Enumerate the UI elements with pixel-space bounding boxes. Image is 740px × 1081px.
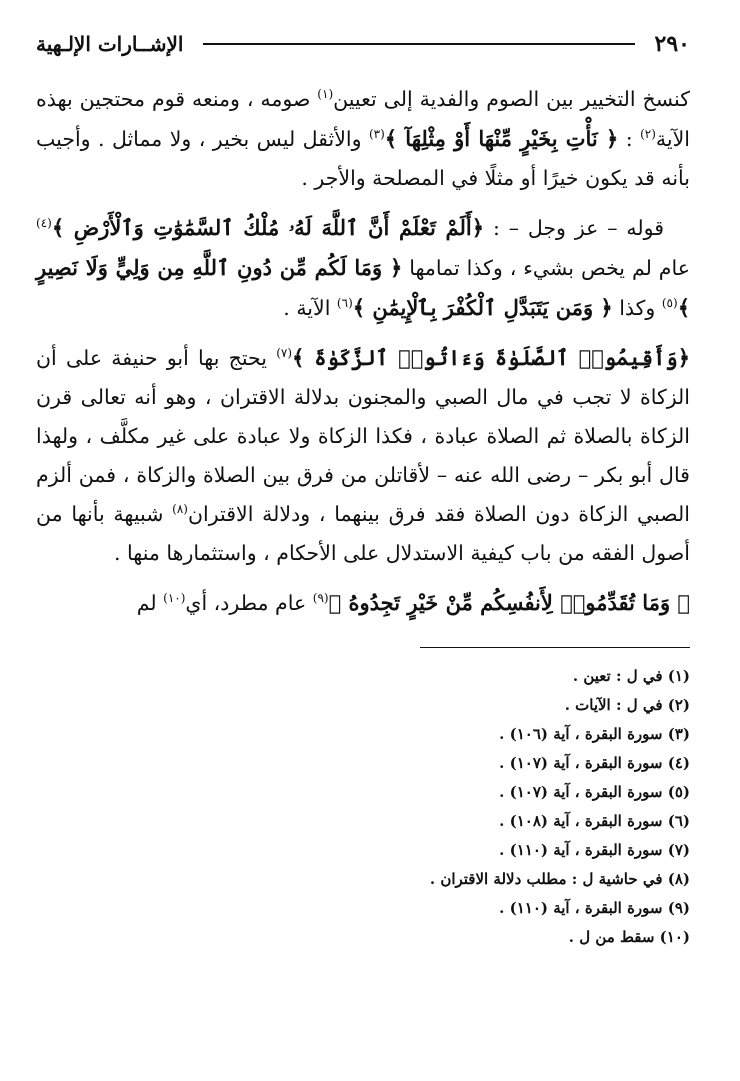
main-text	[36, 80, 690, 623]
header-rule	[203, 43, 634, 45]
text-run: عام لم يخص بشيء ، وكذا تمامها	[402, 256, 690, 280]
quran-verse: ﴿ وَمَا تُقَدِّمُوا۟ لِأَنفُسِكُم مِّنْ خَيْرٍ تَجِدُوهُ ﴾	[328, 590, 690, 615]
page-number: ٢٩٠	[654, 31, 690, 57]
footnote-item: (٢) في ل : الآيات .	[564, 696, 690, 714]
text-run: كنسخ التخيير بين الصوم والفدية إلى تعيين	[333, 87, 690, 111]
footnote-item: (٨) في حاشية ل : مطلب دلالة الاقتران .	[429, 870, 690, 888]
footnote-item: (٩) سورة البقرة ، آية (١١٠) .	[499, 899, 690, 917]
text-run: صومه ، ومنعه قوم محتجين بهذه الآية	[36, 87, 690, 151]
footnote-ref: (٢)	[640, 127, 656, 142]
paragraph-3	[36, 338, 690, 573]
paragraph-2	[36, 208, 690, 328]
footnote-ref: (٩)	[312, 591, 329, 606]
footnote-ref: (١٠)	[163, 591, 186, 606]
footnote-item: (٣) سورة البقرة ، آية (١٠٦) .	[499, 725, 690, 743]
footnote-item: (١٠) سقط من ل .	[568, 928, 690, 946]
text-run: :	[618, 127, 641, 151]
quran-verse: ﴿ وَمَن يَتَبَدَّلِ ٱلْكُفْرَ بِٱلْإِيمَٰنِ ﴾	[352, 295, 613, 320]
text-run: قوله – عز وجل – :	[484, 216, 664, 240]
text-run: لم	[136, 591, 164, 615]
text-run: يحتج بها أبو حنيفة على أن الزكاة لا تجب في مال الصبي والمجنون بدلالة الاقتران ، وهو أنه تعالى قرن الزكاة بالصلاة ثم الصلاة عبادة ، فكذا الزكاة ولا عبادة على غير مكلَّف ، ولهذا قال أبو بكر – رضى الله عنه – لأقاتلن من فرق بين الصلاة والزكاة ، فمن ألزم الصبي الزكاة دون الصلاة فقد فرق بينهما ، ودلالة الاقتران	[36, 346, 690, 526]
text-run: وكذا	[612, 296, 662, 320]
quran-verse: ﴿ وَمَا لَكُم مِّن دُونِ ٱللَّهِ مِن وَلِيٍّ وَلَا نَصِيرٍ ﴾	[36, 255, 690, 320]
paragraph-4	[36, 583, 690, 623]
footnote-ref: (٨)	[172, 502, 188, 517]
footnote-divider	[420, 647, 690, 648]
text-run: والأثقل ليس بخير ، ولا مماثل . وأجيب بأنه قد يكون خيرًا أو مثلًا في المصلحة والأجر .	[36, 127, 690, 190]
page-header	[36, 22, 690, 66]
text-run: شبيهة بأنها من أصول الفقه من باب كيفية الاستدلال على الأحكام ، واستثمارها منها .	[36, 502, 690, 565]
footnotes-list	[36, 662, 690, 952]
quran-verse: ﴿ نَأْتِ بِخَيْرٍ مِّنْهَا أَوْ مِثْلِهَآ ﴾	[384, 126, 619, 151]
text-run: الآية .	[283, 296, 337, 320]
footnote-item: (٤) سورة البقرة ، آية (١٠٧) .	[499, 754, 690, 772]
text-run: عام مطرد، أي	[185, 591, 313, 615]
running-title: الإشــارات الإلـهية	[36, 32, 184, 56]
footnote-ref: (٤)	[36, 216, 52, 231]
footnote-item: (٧) سورة البقرة ، آية (١١٠) .	[499, 841, 690, 859]
paragraph-1	[36, 80, 690, 198]
footnote-ref: (٥)	[661, 296, 678, 311]
quran-verse: ﴿أَلَمْ تَعْلَمْ أَنَّ ٱللَّهَ لَهُۥ مُلْكُ ٱلسَّمَٰوَٰتِ وَٱلْأَرْضِ ﴾	[51, 215, 485, 240]
footnote-ref: (٦)	[336, 296, 353, 311]
footnote-ref: (١)	[317, 87, 334, 102]
footnote-item: (٦) سورة البقرة ، آية (١٠٨) .	[499, 812, 690, 830]
quran-verse: ﴿وَأَقِيمُوا۟ ٱلصَّلَوٰةَ وَءَاتُوا۟ ٱلزَّكَوٰةَ ﴾	[292, 345, 690, 370]
footnote-item: (٥) سورة البقرة ، آية (١٠٧) .	[499, 783, 690, 801]
footnote-ref: (٣)	[368, 127, 385, 142]
footnote-ref: (٧)	[276, 346, 293, 361]
book-page	[36, 22, 690, 1062]
footnote-item: (١) في ل : تعين .	[572, 667, 690, 685]
